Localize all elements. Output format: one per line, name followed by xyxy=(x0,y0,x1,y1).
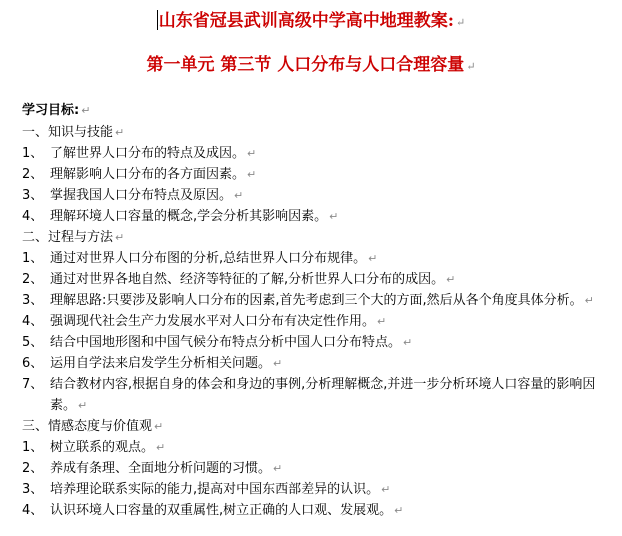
paragraph-mark-icon: ↵ xyxy=(156,441,166,454)
item-number: 2、 xyxy=(22,272,44,287)
item-text-content: 理解影响人口分布的各方面因素。 xyxy=(50,167,246,182)
item-text-content: 结合教材内容,根据自身的体会和身边的事例,分析理解概念,并进一步分析环境人口容量的影响因素。 xyxy=(50,377,596,413)
list-item xyxy=(22,458,612,479)
paragraph-mark-icon: ↵ xyxy=(466,60,476,73)
item-number: 1、 xyxy=(22,440,44,455)
text-cursor xyxy=(157,10,158,30)
item-number: 4、 xyxy=(22,209,44,224)
item-number: 4、 xyxy=(22,503,44,518)
document-body xyxy=(22,100,612,521)
section-title xyxy=(22,416,612,437)
paragraph-mark-icon: ↵ xyxy=(329,210,339,223)
list-item xyxy=(22,374,612,416)
list-item xyxy=(22,185,612,206)
item-text xyxy=(50,143,612,164)
list-item xyxy=(22,311,612,332)
paragraph-mark-icon: ↵ xyxy=(394,504,404,517)
paragraph-mark-icon: ↵ xyxy=(446,273,456,286)
list-item xyxy=(22,206,612,227)
item-text xyxy=(50,311,612,332)
paragraph-mark-icon: ↵ xyxy=(273,462,283,475)
item-text-content: 理解环境人口容量的概念,学会分析其影响因素。 xyxy=(50,209,328,224)
lesson-title xyxy=(0,50,622,75)
item-text-content: 理解思路:只要涉及影响人口分布的因素,首先考虑到三个大的方面,然后从各个角度具体分析。 xyxy=(50,293,583,308)
item-text-content: 运用自学法来启发学生分析相关问题。 xyxy=(50,356,272,371)
item-text xyxy=(50,374,612,416)
item-number: 1、 xyxy=(22,146,44,161)
item-text xyxy=(50,164,612,185)
item-text xyxy=(50,353,612,374)
paragraph-mark-icon: ↵ xyxy=(584,294,594,307)
item-text xyxy=(50,206,612,227)
item-text xyxy=(50,500,612,521)
section-title xyxy=(22,122,612,143)
lesson-title-text: 第一单元 第三节 人口分布与人口合理容量 xyxy=(146,55,465,75)
item-text-content: 通过对世界人口分布图的分析,总结世界人口分布规律。 xyxy=(50,251,367,266)
list-item xyxy=(22,143,612,164)
item-text-content: 认识环境人口容量的双重属性,树立正确的人口观、发展观。 xyxy=(50,503,393,518)
paragraph-mark-icon: ↵ xyxy=(115,231,125,244)
list-item xyxy=(22,269,612,290)
paragraph-mark-icon: ↵ xyxy=(154,420,164,433)
section-title-text: 一、知识与技能 xyxy=(22,125,114,140)
paragraph-mark-icon: ↵ xyxy=(368,252,378,265)
paragraph-mark-icon: ↵ xyxy=(377,315,387,328)
item-text xyxy=(50,185,612,206)
paragraph-mark-icon: ↵ xyxy=(456,16,466,29)
paragraph-mark-icon: ↵ xyxy=(247,147,257,160)
item-text-content: 树立联系的观点。 xyxy=(50,440,155,455)
section-title xyxy=(22,227,612,248)
item-text-content: 结合中国地形图和中国气候分布特点分析中国人口分布特点。 xyxy=(50,335,402,350)
item-number: 4、 xyxy=(22,314,44,329)
item-text xyxy=(50,269,612,290)
item-number: 3、 xyxy=(22,293,44,308)
item-text xyxy=(50,290,612,311)
paragraph-mark-icon: ↵ xyxy=(81,104,91,117)
paragraph-mark-icon: ↵ xyxy=(403,336,413,349)
item-text xyxy=(50,458,612,479)
list-item xyxy=(22,500,612,521)
paragraph-mark-icon: ↵ xyxy=(247,168,257,181)
list-item xyxy=(22,479,612,500)
item-number: 1、 xyxy=(22,251,44,266)
title-text: 山东省冠县武训高级中学高中地理教案: xyxy=(158,11,455,31)
objectives-heading-text: 学习目标: xyxy=(22,103,80,118)
item-number: 7、 xyxy=(22,377,44,392)
item-text xyxy=(50,332,612,353)
item-number: 3、 xyxy=(22,482,44,497)
list-item xyxy=(22,248,612,269)
section-title-text: 二、过程与方法 xyxy=(22,230,114,245)
item-text-content: 掌握我国人口分布特点及原因。 xyxy=(50,188,233,203)
item-text-content: 培养理论联系实际的能力,提高对中国东西部差异的认识。 xyxy=(50,482,380,497)
paragraph-mark-icon: ↵ xyxy=(115,126,125,139)
item-text xyxy=(50,248,612,269)
item-text-content: 强调现代社会生产力发展水平对人口分布有决定性作用。 xyxy=(50,314,376,329)
section-title-text: 三、情感态度与价值观 xyxy=(22,419,153,434)
item-number: 2、 xyxy=(22,461,44,476)
item-number: 6、 xyxy=(22,356,44,371)
item-number: 3、 xyxy=(22,188,44,203)
list-item xyxy=(22,290,612,311)
item-text xyxy=(50,479,612,500)
list-item xyxy=(22,332,612,353)
paragraph-mark-icon: ↵ xyxy=(381,483,391,496)
list-item xyxy=(22,353,612,374)
list-item xyxy=(22,437,612,458)
paragraph-mark-icon: ↵ xyxy=(273,357,283,370)
item-text-content: 养成有条理、全面地分析问题的习惯。 xyxy=(50,461,272,476)
paragraph-mark-icon: ↵ xyxy=(234,189,244,202)
paragraph-mark-icon: ↵ xyxy=(78,399,88,412)
item-number: 2、 xyxy=(22,167,44,182)
document-title xyxy=(0,6,622,31)
objectives-heading xyxy=(22,100,612,122)
list-item xyxy=(22,164,612,185)
item-text xyxy=(50,437,612,458)
item-text-content: 通过对世界各地自然、经济等特征的了解,分析世界人口分布的成因。 xyxy=(50,272,445,287)
item-number: 5、 xyxy=(22,335,44,350)
item-text-content: 了解世界人口分布的特点及成因。 xyxy=(50,146,246,161)
